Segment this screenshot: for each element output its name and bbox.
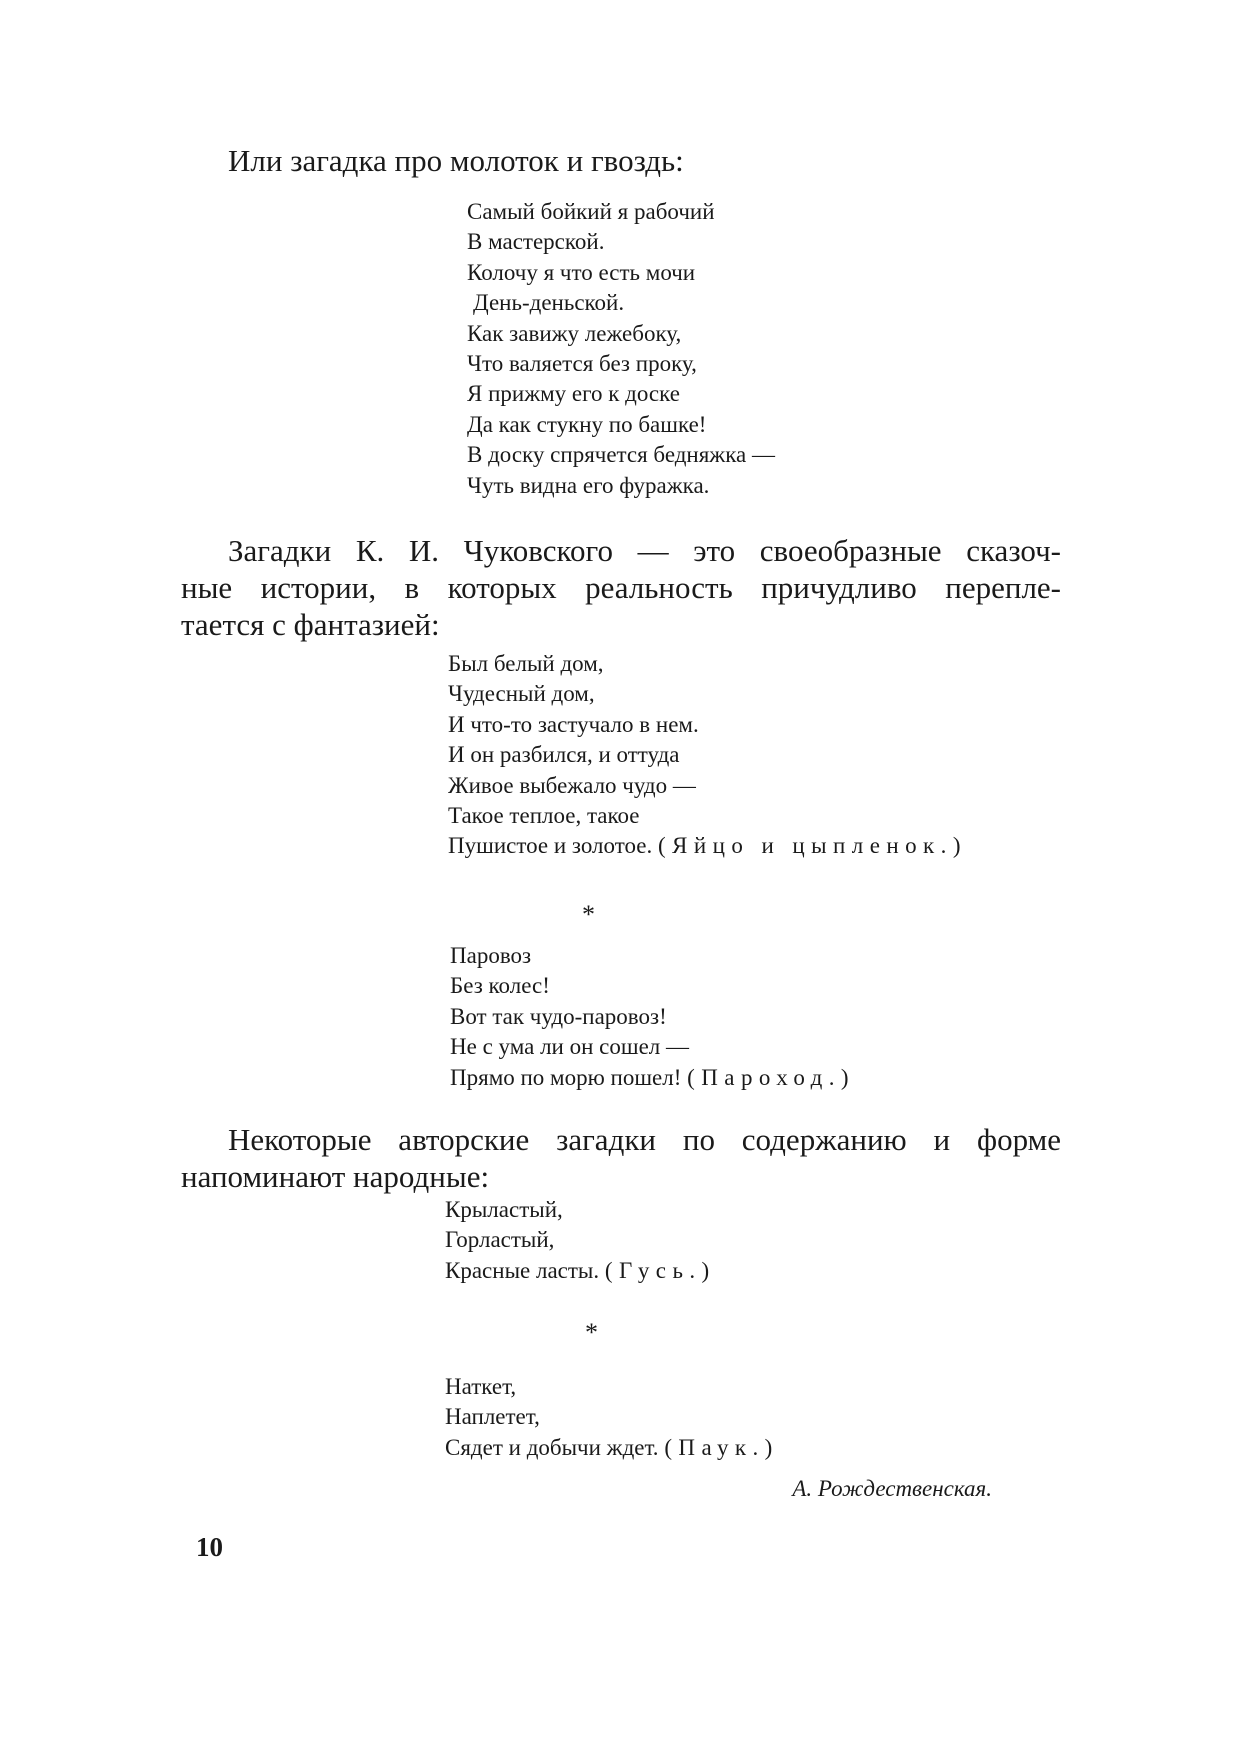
verse-line: Такое теплое, такое [448, 803, 640, 829]
riddle-spider [445, 1372, 779, 1463]
verse-line: День-деньской. [473, 290, 625, 316]
paragraph-chukovsky [181, 532, 1061, 643]
verse-line: И он разбился, и оттуда [448, 742, 680, 768]
riddle-hammer [467, 197, 775, 501]
verse-text: Прямо по морю пошел! [450, 1064, 682, 1090]
verse-line: И что-то застучало в нем. [448, 711, 699, 737]
verse-text: Пушистое и золотое. [448, 833, 653, 859]
verse-line: Как завижу лежебоку, [467, 320, 682, 346]
verse-line: В мастерской. [467, 229, 605, 255]
verse-line: В доску спрячется бедняжка — [467, 442, 775, 468]
verse-line: Вот так чудо-паровоз! [450, 1003, 667, 1029]
verse-line: Да как стукну по башке! [467, 411, 707, 437]
verse-line [445, 1433, 779, 1463]
verse-line: Был белый дом, [448, 651, 604, 676]
verse-line [445, 1256, 716, 1286]
verse-line: Наплетет, [445, 1404, 540, 1430]
verse-line: Горластый, [445, 1227, 555, 1253]
riddle-steamboat [450, 941, 855, 1093]
verse-line: Крыластый, [445, 1197, 563, 1222]
page-number: 10 [196, 1532, 223, 1562]
intro-hammer: Или загадка про молоток и гвоздь: [228, 143, 684, 178]
author-signature: А. Рождественская. [792, 1476, 992, 1501]
verse-line: Наткет, [445, 1374, 517, 1399]
riddle-egg [448, 649, 967, 862]
separator-asterisk: * [582, 900, 595, 929]
paragraph-line: Загадки К. И. Чуковского — это своеобразные сказоч- [228, 533, 1061, 568]
verse-line: Чудесный дом, [448, 681, 595, 707]
verse-line: Не с ума ли он сошел — [450, 1034, 690, 1060]
verse-line: Я прижму его к доске [467, 381, 680, 407]
verse-text: Красные ласты. [445, 1257, 600, 1283]
verse-line: Самый бойкий я рабочий [467, 199, 715, 224]
riddle-goose [445, 1195, 716, 1286]
paragraph-line: напоминают народные: [181, 1159, 490, 1194]
paragraph-authors [181, 1121, 1061, 1195]
riddle-answer: (Яйцо и цыпленок.) [657, 833, 967, 859]
paragraph-line: ные истории, в которых реальность причудливо перепле- [181, 570, 1061, 605]
verse-line [448, 831, 967, 861]
verse-line: Живое выбежало чудо — [448, 772, 696, 798]
riddle-answer: (Пароход.) [687, 1064, 856, 1090]
verse-text: Сядет и добычи ждет. [445, 1434, 659, 1460]
verse-line: Что валяется без проку, [467, 351, 697, 377]
verse-line: Колочу я что есть мочи [467, 259, 696, 285]
riddle-answer: (Гусь.) [604, 1257, 716, 1283]
verse-line: Паровоз [450, 943, 532, 968]
separator-asterisk: * [585, 1318, 598, 1347]
verse-line [450, 1063, 855, 1093]
paragraph-line: тается с фантазией: [181, 607, 440, 642]
verse-line: Без колес! [450, 973, 550, 999]
verse-line: Чуть видна его фуражка. [467, 472, 710, 498]
riddle-answer: (Паук.) [664, 1434, 779, 1460]
paragraph-line: Некоторые авторские загадки по содержанию и форме [228, 1122, 1061, 1157]
